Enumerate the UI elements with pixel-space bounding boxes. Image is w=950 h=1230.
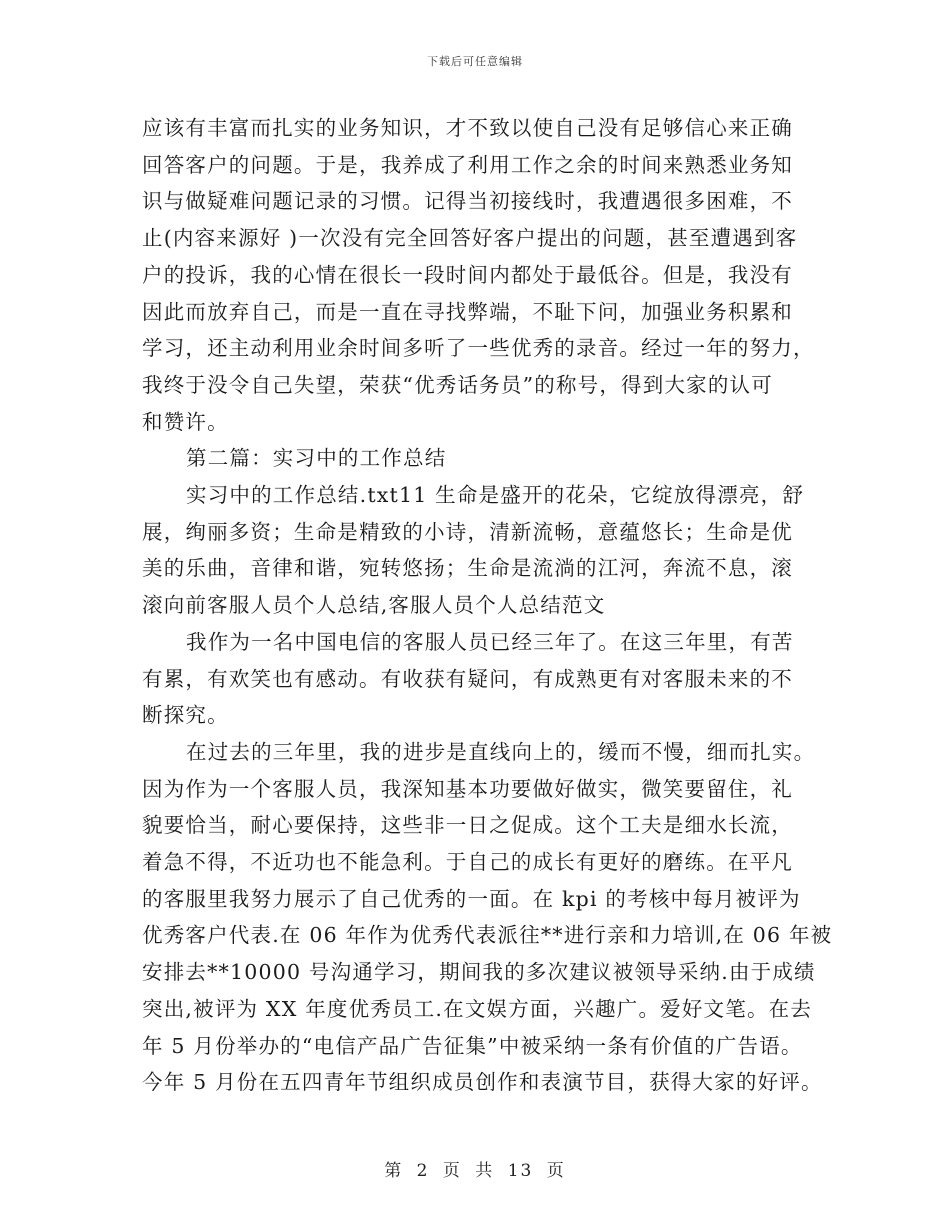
text-line: 着急不得，不近功也不能急利。于自己的成长有更好的磨练。在平凡 bbox=[142, 850, 793, 875]
footer-total-word: 共 bbox=[475, 1161, 495, 1181]
section-title: 第二篇：实习中的工作总结 bbox=[186, 446, 447, 471]
text-line: 户的投诉，我的心情在很长一段时间内都处于最低谷。但是，我没有 bbox=[142, 262, 793, 287]
paragraph bbox=[142, 624, 814, 734]
text-line: 美的乐曲，音律和谐，宛转悠扬；生命是流淌的江河，奔流不息，滚 bbox=[142, 556, 793, 581]
text-line: 和赞许。 bbox=[142, 409, 229, 434]
text-line: 断探究。 bbox=[142, 703, 229, 728]
text-line: 学习，还主动利用业余时间多听了一些优秀的录音。经过一年的努力， bbox=[142, 336, 815, 361]
total-pages-number: 13 bbox=[507, 1161, 534, 1181]
text-line: 因此而放弃自己，而是一直在寻找弊端，不耻下问，加强业务积累和 bbox=[142, 299, 793, 324]
text-line: 突出,被评为 XX 年度优秀员工.在文娱方面，兴趣广。爱好文笔。在去 bbox=[142, 996, 813, 1021]
text-line: 应该有丰富而扎实的业务知识，才不致以使自己没有足够信心来正确 bbox=[142, 116, 793, 140]
text-line: 因为作为一个客服人员，我深知基本功要做好做实，微笑要留住，礼 bbox=[142, 776, 793, 801]
text-line: 我作为一名中国电信的客服人员已经三年了。在这三年里，有苦 bbox=[186, 629, 794, 654]
text-line: 在过去的三年里，我的进步是直线向上的，缓而不慢，细而扎实。 bbox=[186, 739, 816, 764]
text-line: 貌要恰当，耐心要保持，这些非一日之促成。这个工夫是细水长流， bbox=[142, 813, 793, 838]
text-line: 实习中的工作总结.txt11 生命是盛开的花朵，它绽放得漂亮，舒 bbox=[186, 483, 805, 508]
page-footer bbox=[0, 1156, 950, 1181]
text-line: 识与做疑难问题记录的习惯。记得当初接线时，我遭遇很多困难，不 bbox=[142, 189, 793, 214]
text-line: 安排去**10000 号沟通学习，期间我的多次建议被领导采纳.由于成绩 bbox=[142, 960, 816, 985]
text-line: 止(内容来源好 )一次没有完全回答好客户提出的问题，甚至遭遇到客 bbox=[142, 226, 798, 251]
text-line: 今年 5 月份在五四青年节组织成员创作和表演节目，获得大家的好评。 bbox=[142, 1070, 823, 1095]
document-body bbox=[142, 110, 833, 1101]
footer-page-word: 页 bbox=[442, 1161, 462, 1181]
footer-prefix: 第 bbox=[384, 1161, 404, 1181]
text-line: 优秀客户代表.在 06 年作为优秀代表派往**进行亲和力培训,在 06 年被 bbox=[142, 923, 833, 948]
current-page-number: 2 bbox=[416, 1161, 430, 1181]
paragraph bbox=[142, 477, 814, 624]
text-line: 年 5 月份举办的“电信产品广告征集”中被采纳一条有价值的广告语。 bbox=[142, 1033, 803, 1058]
text-line: 回答客户的问题。于是，我养成了利用工作之余的时间来熟悉业务知 bbox=[142, 152, 793, 177]
text-line: 的客服里我努力展示了自己优秀的一面。在 kpi 的考核中每月被评为 bbox=[142, 886, 801, 911]
footer-suffix: 页 bbox=[546, 1161, 566, 1181]
section-heading bbox=[142, 440, 814, 477]
paragraph bbox=[142, 734, 833, 1101]
text-line: 展，绚丽多资；生命是精致的小诗，清新流畅，意蕴悠长；生命是优 bbox=[142, 519, 793, 544]
text-line: 滚向前客服人员个人总结,客服人员个人总结范文 bbox=[142, 593, 606, 618]
text-line: 我终于没令自己失望，荣获“优秀话务员”的称号，得到大家的认可 bbox=[142, 372, 773, 397]
paragraph bbox=[142, 110, 814, 440]
page-header: 下载后可任意编辑 bbox=[427, 55, 523, 68]
text-line: 有累，有欢笑也有感动。有收获有疑问，有成熟更有对客服未来的不 bbox=[142, 666, 793, 691]
